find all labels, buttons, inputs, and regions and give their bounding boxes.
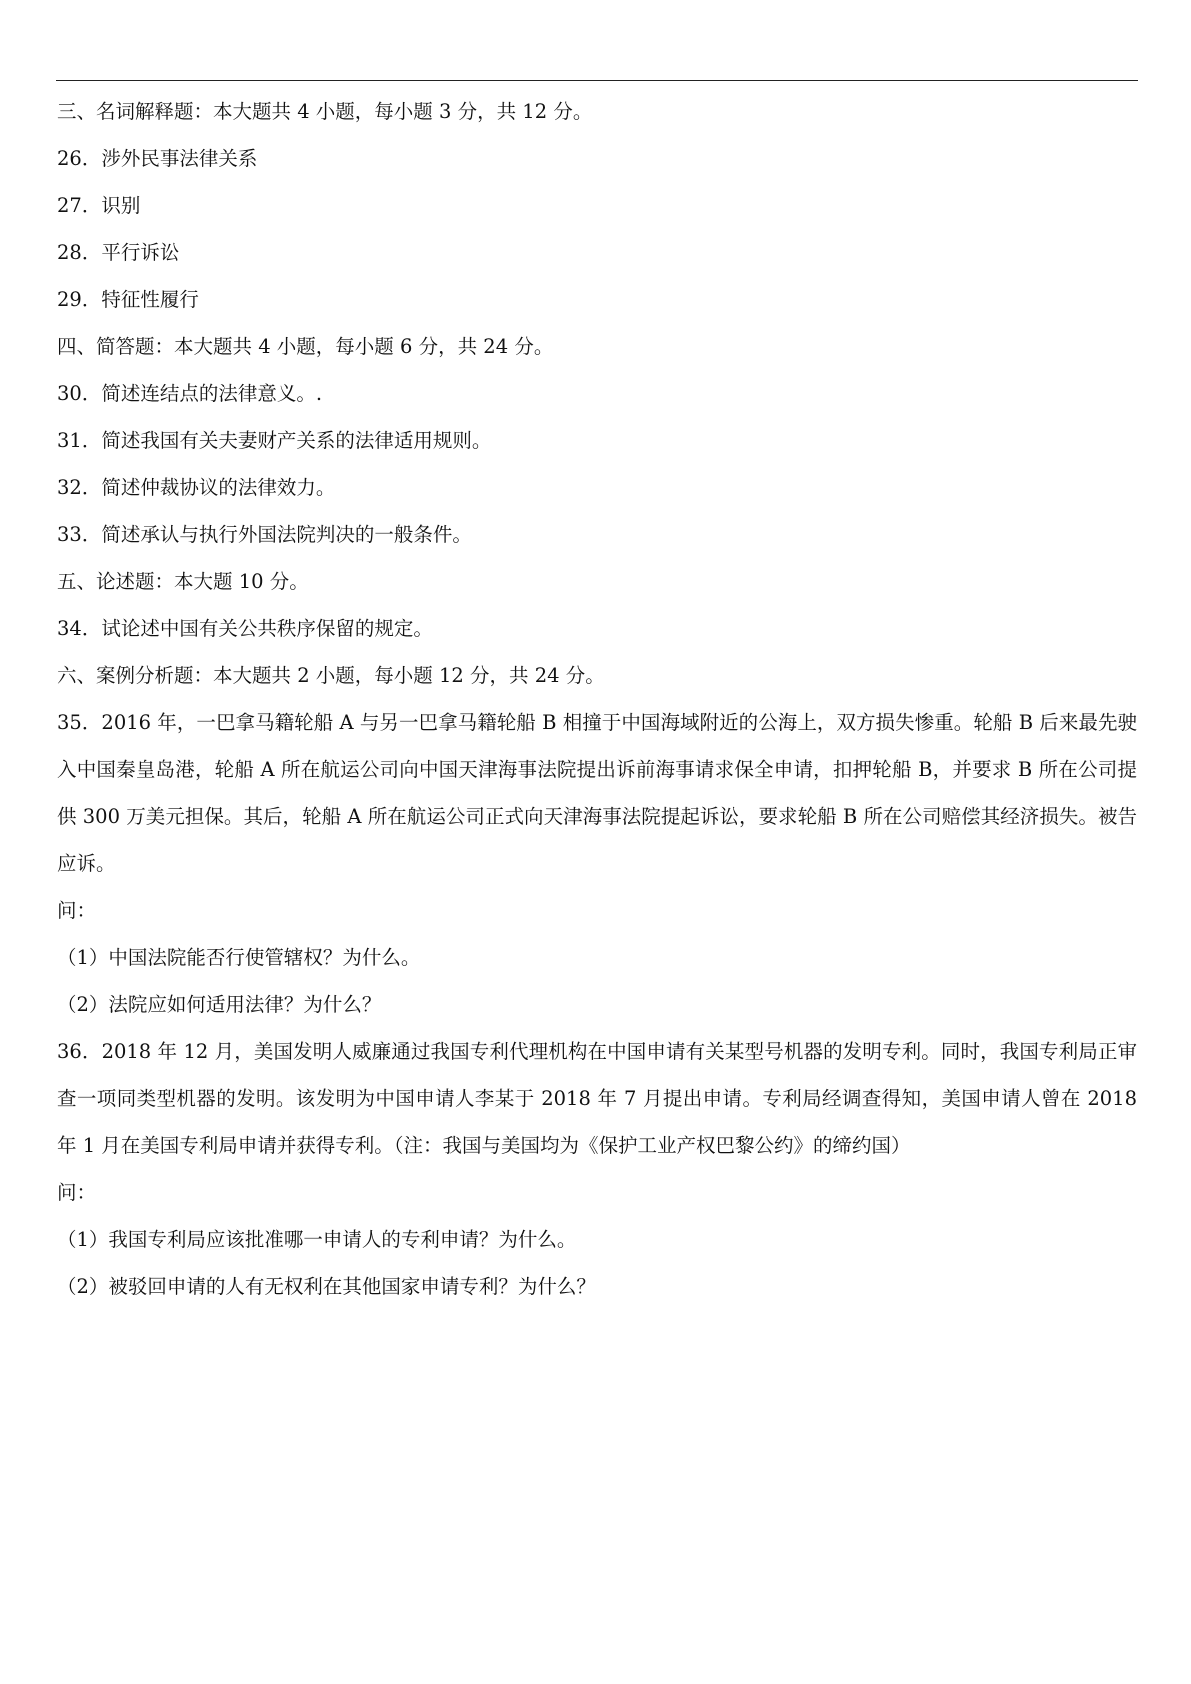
case-36-question-2: （2）被驳回申请的人有无权利在其他国家申请专利？为什么？ bbox=[57, 1275, 596, 1298]
case-35-question-2: （2）法院应如何适用法律？为什么？ bbox=[57, 993, 382, 1016]
question-30: 30．简述连结点的法律意义。. bbox=[57, 382, 323, 405]
question-29: 29．特征性履行 bbox=[57, 288, 199, 311]
exam-content bbox=[57, 88, 1137, 1310]
case-36-text: 36．2018 年 12 月，美国发明人威廉通过我国专利代理机构在中国申请有关某型号机器的发明专利。同时，我国专利局正审查一项同类型机器的发明。该发明为中国申请人李某于 2018 年 7 月提出申请。专利局经调查得知，美国申请人曾在 2018 年 1 月在美国专利局申请并获得专利。（注：我国与美国均为《保护工业产权巴黎公约》的缔约国） bbox=[57, 1040, 1137, 1157]
section-3-heading: 三、名词解释题：本大题共 4 小题，每小题 3 分，共 12 分。 bbox=[57, 100, 593, 123]
case-36-ask: 问： bbox=[57, 1181, 97, 1204]
case-36-question-1: （1）我国专利局应该批准哪一申请人的专利申请？为什么。 bbox=[57, 1228, 577, 1251]
case-35-text: 35．2016 年，一巴拿马籍轮船 A 与另一巴拿马籍轮船 B 相撞于中国海域附近的公海上，双方损失惨重。轮船 B 后来最先驶入中国秦皇岛港，轮船 A 所在航运公司向中国天津海事法院提出诉前海事请求保全申请，扣押轮船 B，并要求 B 所在公司提供 300 万美元担保。其后，轮船 A 所在航运公司正式向天津海事法院提起诉讼，要求轮船 B 所在公司赔偿其经济损失。被告应诉。 bbox=[57, 711, 1137, 875]
section-6-heading: 六、案例分析题：本大题共 2 小题，每小题 12 分，共 24 分。 bbox=[57, 664, 605, 687]
question-28: 28．平行诉讼 bbox=[57, 241, 180, 264]
question-32: 32．简述仲裁协议的法律效力。 bbox=[57, 476, 336, 499]
section-5-heading: 五、论述题：本大题 10 分。 bbox=[57, 570, 309, 593]
question-31: 31．简述我国有关夫妻财产关系的法律适用规则。 bbox=[57, 429, 492, 452]
question-34: 34．试论述中国有关公共秩序保留的规定。 bbox=[57, 617, 433, 640]
question-27: 27．识别 bbox=[57, 194, 141, 217]
case-35-question-1: （1）中国法院能否行使管辖权？为什么。 bbox=[57, 946, 421, 969]
case-35-ask: 问： bbox=[57, 899, 97, 922]
question-26: 26．涉外民事法律关系 bbox=[57, 147, 258, 170]
question-33: 33．简述承认与执行外国法院判决的一般条件。 bbox=[57, 523, 472, 546]
header-rule bbox=[56, 80, 1138, 81]
section-4-heading: 四、简答题：本大题共 4 小题，每小题 6 分，共 24 分。 bbox=[57, 335, 554, 358]
